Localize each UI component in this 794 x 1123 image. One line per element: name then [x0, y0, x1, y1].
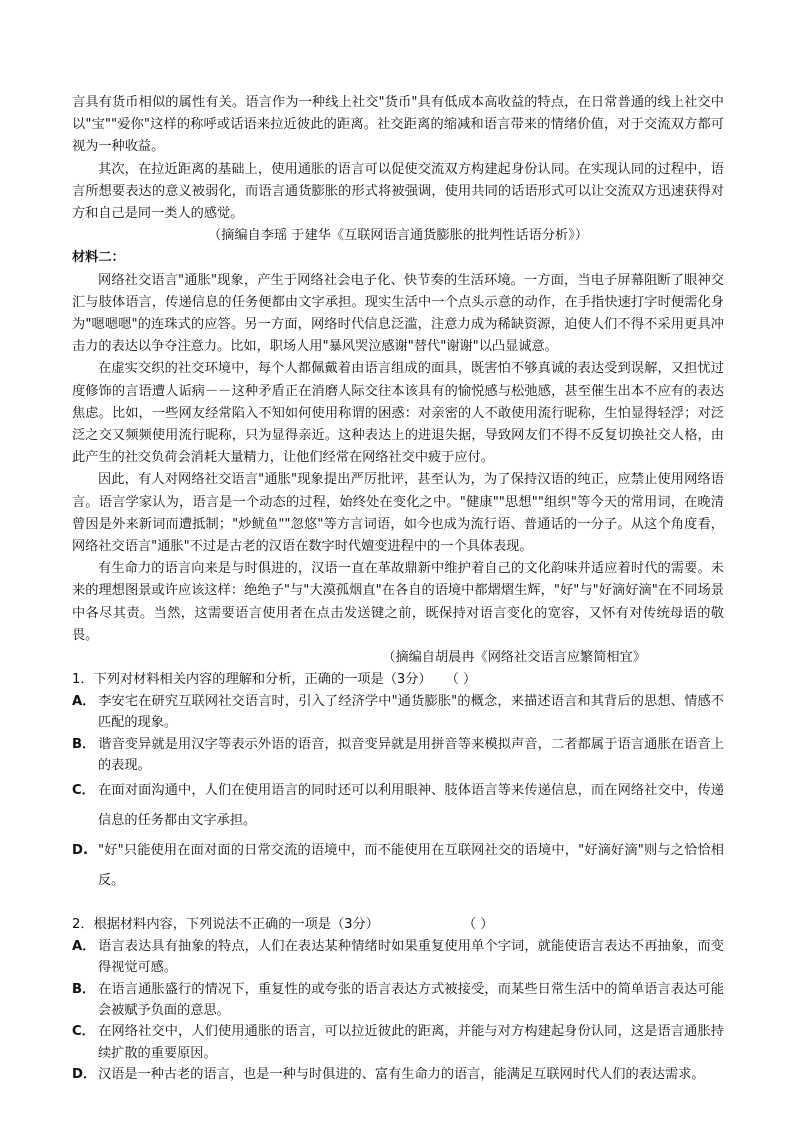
option-label: B． [72, 981, 96, 997]
question-2 [72, 914, 724, 1085]
option-c [72, 1021, 724, 1064]
option-text: 在网络社交中，人们使用通胀的语言，可以拉近彼此的距离，并能与对方构建起身份认同，这是语言通胀持续扩散的重要原因。 [98, 1024, 724, 1061]
option-label: A． [72, 938, 96, 954]
option-c [72, 776, 724, 836]
option-b [72, 979, 724, 1022]
material1-paragraph-1: 言具有货币相似的属性有关。语言作为一种线上社交"货币"具有低成本高收益的特点，在日常普通的线上社交中以"宝""爱你"这样的称呼或话语来拉近彼此的距离。社交距离的缩减和语言带来的情绪价值，对于交流双方都可视为一种收益。 [72, 95, 724, 155]
option-text: "好"只能使用在面对面的日常交流的语境中，而不能使用在互联网社交的语境中，"好滴好滴"则与之恰恰相反。 [98, 843, 724, 889]
document-page [72, 92, 724, 1086]
material2-paragraph-4: 有生命力的语言向来是与时俱进的，汉语一直在革故鼎新中维护着自己的文化韵味并适应着时代的需要。未来的理想图景或许应该这样：绝绝子"与"大漠孤烟直"在各自的语境中都熠熠生辉，"好"与"好滴好滴"在不同场景中各尽其责。当然，这需要语言使用者在点击发送键之前，既保持对语言变化的宽容，又怀有对传统母语的敬畏。 [72, 561, 724, 643]
question-1-stem-text: 1．下列对材料相关内容的理解和分析，正确的一项是（3分） [72, 672, 432, 688]
material1-paragraph-2: 其次，在拉近距离的基础上，使用通胀的语言可以促使交流双方构建起身份认同。在实现认同的过程中，语言所想要表达的意义被弱化，而语言通货膨胀的形式将被强调，使用共同的话语形式可以让交流双方迅速获得对方和自己是同一类人的感觉。 [72, 161, 724, 222]
material1-source: （摘编自李瑶 于建华《互联网语言通货膨胀的批判性话语分析》） [207, 228, 589, 244]
option-label: C． [72, 1024, 95, 1040]
question-1-stem [72, 669, 724, 690]
option-text: 汉语是一种古老的语言，也是一种与时俱进的、富有生命力的语言，能满足互联网时代人们的表达需求。 [98, 1067, 705, 1083]
option-b [72, 734, 724, 777]
option-label: B． [72, 736, 96, 752]
option-text: 在语言通胀盛行的情况下，重复性的或夸张的语言表达方式被接受，而某些日常生活中的简单语言表达可能会被赋予负面的意思。 [98, 981, 724, 1018]
option-label: D． [72, 1067, 97, 1083]
option-label: C． [72, 783, 95, 799]
material2-paragraph-2: 在虚实交织的社交环境中，每个人都佩戴着由语言组成的面具，既害怕不够真诚的表达受到误解，又担忧过度修饰的言语遭人诟病－－这种矛盾正在消磨人际交往本该具有的愉悦感与松弛感，甚至催生出本不应有的表达焦虑。比如，一些网友经常陷入不知如何使用称谓的困惑：对亲密的人不敢使用流行昵称，生怕显得轻浮；对泛泛之交又频频使用流行昵称，只为显得亲近。这种表达上的进退失据，导致网友们不得不反复切换社交人格，由此产生的社交负荷会消耗大量精力，让他们经常在网络社交中疲于应付。 [72, 361, 724, 466]
option-text: 谐音变异就是用汉字等表示外语的语音，拟音变异就是用拼音等来模拟声音，二者都属于语言通胀在语音上的表现。 [98, 736, 724, 773]
option-text: 在面对面沟通中，人们在使用语言的同时还可以利用眼神、肢体语言等来传递信息，而在网络社交中，传递信息的任务都由文字承担。 [98, 783, 724, 829]
option-text: 李安宅在研究互联网社交语言时，引入了经济学中"通货膨胀"的概念，来描述语言和其背后的思想、情感不匹配的现象。 [98, 693, 724, 731]
question-1 [72, 669, 724, 896]
material2-paragraph-3: 因此，有人对网络社交语言"通胀"现象提出严厉批评，甚至认为，为了保持汉语的纯正，应禁止使用网络语言。语言学家认为，语言是一个动态的过程，始终处在变化之中。"健康""思想""组织"等今天的常用词，在晚清曾因是外来新词而遭抵制；"炒鱿鱼""忽悠"等方言词语，如今也成为流行语、普通话的一分子。从这个角度看，网络社交语言"通胀"不过是古老的汉语在数字时代嬗变进程中的一个具体表现。 [72, 472, 724, 555]
option-a [72, 691, 724, 734]
option-d [72, 836, 724, 896]
option-label: D. [72, 843, 88, 859]
option-a [72, 936, 724, 979]
answer-blank: （ ） [462, 917, 494, 933]
option-d [72, 1064, 724, 1085]
answer-blank: （ ） [445, 672, 477, 688]
question-2-stem [72, 914, 724, 935]
option-label: A． [72, 693, 96, 709]
spacer [72, 896, 724, 914]
material2-paragraph-1: 网络社交语言"通胀"现象，产生于网络社会电子化、快节奏的生活环境。一方面，当电子屏幕阻断了眼神交汇与肢体语言，传递信息的任务便都由文字承担。现实生活中一个点头示意的动作，在手指快速打字时便需化身为"嗯嗯嗯"的连珠式的应答。另一方面，网络时代信息泛滥，注意力成为稀缺资源，迫使人们不得不采用更具冲击力的表达以争夺注意力。比如，职场人用"暴风哭泣感谢"替代"谢谢"以凸显诚意。 [72, 272, 724, 355]
material2-heading: 材料二： [72, 250, 125, 266]
option-text: 语言表达具有抽象的特点，人们在表达某种情绪时如果重复使用单个字词，就能使语言表达不再抽象，而变得视觉可感。 [98, 938, 724, 976]
question-2-stem-text: 2．根据材料内容，下列说法不正确的一项是（3分） [72, 917, 379, 933]
material2-source: （摘编自胡晨冉《网络社交语言应繁简相宜》 [382, 650, 646, 666]
